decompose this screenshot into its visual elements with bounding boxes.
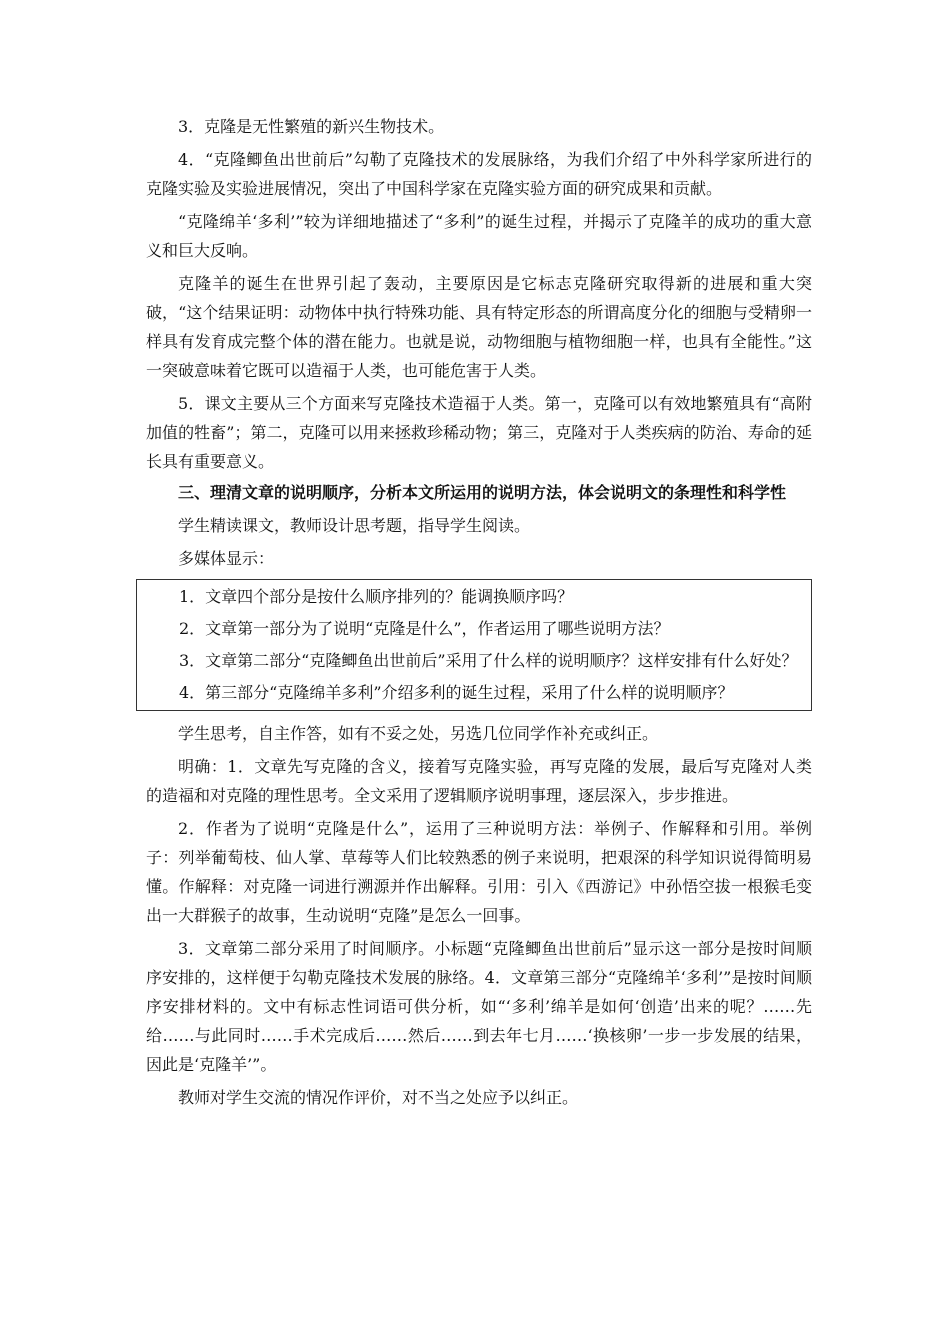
question-box [136,579,812,711]
paragraph-answer-2: 2．作者为了说明“克隆是什么”，运用了三种说明方法：举例子、作解释和引用。举例子：列举葡萄枝、仙人掌、草莓等人们比较熟悉的例子来说明，把艰深的科学知识说得简明易懂。作解释：对克隆一词进行溯源并作出解释。引用：引入《西游记》中孙悟空拔一根猴毛变出一大群猴子的故事，生动说明“克隆”是怎么一回事。 [146,819,812,925]
paragraph-point-5: 5．课文主要从三个方面来写克隆技术造福于人类。第一，克隆可以有效地繁殖具有“高附加值的牲畜”；第二，克隆可以用来拯救珍稀动物；第三，克隆对于人类疾病的防治、寿命的延长具有重要意义。 [146,394,812,471]
document-body [146,112,812,1112]
paragraph-point-3: 3．克隆是无性繁殖的新兴生物技术。 [178,117,445,136]
question-3: 3．文章第二部分“克隆鲫鱼出世前后”采用了什么样的说明顺序？这样安排有什么好处？ [179,651,798,670]
question-1: 1．文章四个部分是按什么顺序排列的？能调换顺序吗？ [179,587,574,606]
paragraph-answer-3-4: 3．文章第二部分采用了时间顺序。小标题“克隆鲫鱼出世前后”显示这一部分是按时间顺序安排的，这样便于勾勒克隆技术发展的脉络。4．文章第三部分“克隆绵羊‘多利’”是按时间顺序安排材料的。文中有标志性词语可供分析，如“‘多利’绵羊是如何‘创造’出来的呢？……先给……与此同时……手术完成后……然后……到去年七月……‘换核卵’一步一步发展的结果，因此是‘克隆羊’”。 [146,939,812,1074]
question-2: 2．文章第一部分为了说明“克隆是什么”，作者运用了哪些说明方法？ [179,619,670,638]
section-heading: 三、理清文章的说明顺序，分析本文所运用的说明方法，体会说明文的条理性和科学性 [178,483,787,502]
paragraph-student-thinking: 学生思考，自主作答，如有不妥之处，另选几位同学作补充或纠正。 [178,724,659,743]
paragraph-answer-1: 明确：1．文章先写克隆的含义，接着写克隆实验，再写克隆的发展，最后写克隆对人类的造福和对克隆的理性思考。全文采用了逻辑顺序说明事理，逐层深入，步步推进。 [146,757,812,805]
paragraph-point-4: 4．“克隆鲫鱼出世前后”勾勒了克隆技术的发展脉络，为我们介绍了中外科学家所进行的克隆实验及实验进展情况，突出了中国科学家在克隆实验方面的研究成果和贡献。 [146,150,812,198]
paragraph-teacher-evaluation: 教师对学生交流的情况作评价，对不当之处应予以纠正。 [178,1088,579,1107]
question-4: 4．第三部分“克隆绵羊多利”介绍多利的诞生过程，采用了什么样的说明顺序？ [179,683,734,702]
paragraph-dolly-description: “克隆绵羊‘多利’”较为详细地描述了“多利”的诞生过程，并揭示了克隆羊的成功的重大意义和巨大反响。 [146,212,812,260]
paragraph-dolly-significance: 克隆羊的诞生在世界引起了轰动，主要原因是它标志克隆研究取得新的进展和重大突破，“这个结果证明：动物体中执行特殊功能、具有特定形态的所谓高度分化的细胞与受精卵一样具有发育成完整个体的潜在能力。也就是说，动物细胞与植物细胞一样，也具有全能性。”这一突破意味着它既可以造福于人类，也可能危害于人类。 [146,274,812,380]
paragraph-reading-instruction: 学生精读课文，教师设计思考题，指导学生阅读。 [178,516,531,535]
paragraph-multimedia-label: 多媒体显示： [178,549,275,568]
